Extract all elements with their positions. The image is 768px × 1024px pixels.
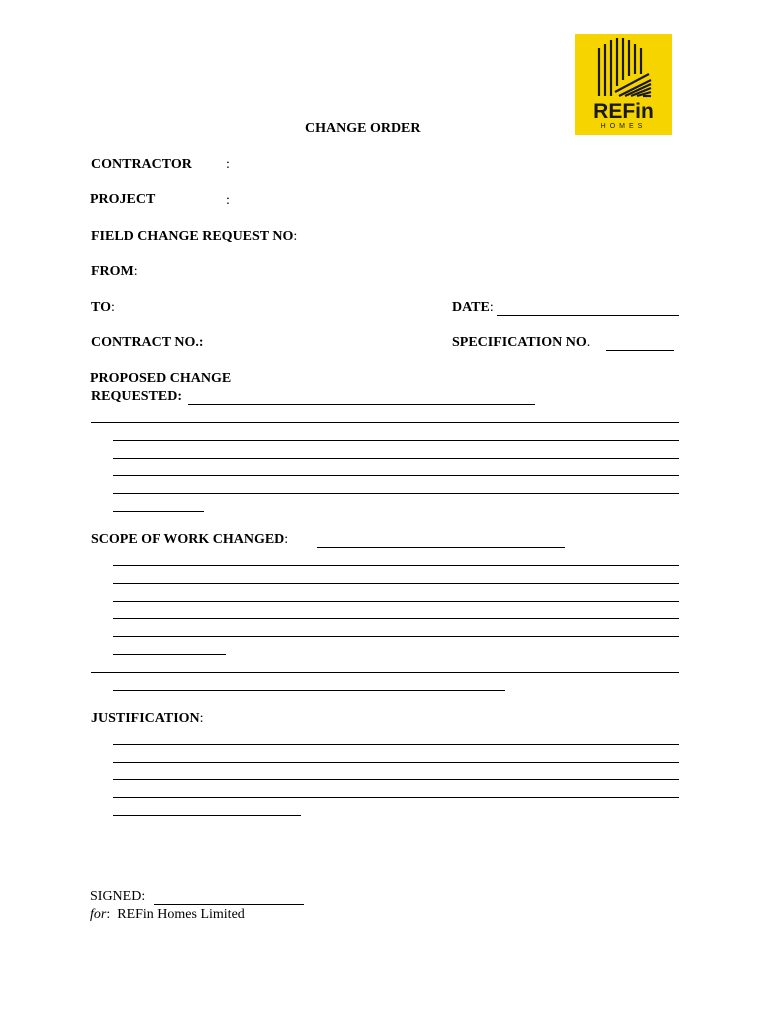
logo-subtitle: HOMES xyxy=(600,123,647,130)
proposed-change-line-short xyxy=(113,511,204,512)
specification-no-separator: . xyxy=(586,335,591,350)
to-field xyxy=(91,300,115,316)
contract-no-label: CONTRACT NO.: xyxy=(91,335,204,350)
scope-line xyxy=(91,672,679,673)
scope-label: SCOPE OF WORK CHANGED xyxy=(91,532,285,547)
proposed-change-line xyxy=(91,422,679,423)
justification-line-short xyxy=(113,815,301,816)
proposed-change-blank-line xyxy=(188,404,535,405)
page-title: CHANGE ORDER xyxy=(305,121,421,136)
from-field xyxy=(91,264,138,280)
from-separator: : xyxy=(133,264,138,279)
justification-label: JUSTIFICATION xyxy=(91,711,200,726)
company-logo xyxy=(575,34,672,135)
proposed-change-label-line2: REQUESTED: xyxy=(91,389,183,404)
justification-line xyxy=(113,779,679,780)
proposed-change-label-line1: PROPOSED CHANGE xyxy=(90,371,232,386)
logo-brand: REFin xyxy=(593,100,654,123)
company-name: REFin Homes Limited xyxy=(117,907,245,922)
field-change-request-separator: : xyxy=(293,229,298,244)
scope-line xyxy=(113,636,679,637)
building-stripes-icon xyxy=(575,34,672,104)
signature-blank-line xyxy=(154,904,304,905)
proposed-change-line xyxy=(113,458,679,459)
date-blank-line xyxy=(497,315,679,316)
project-label: PROJECT xyxy=(90,192,156,207)
justification-line xyxy=(113,744,679,745)
contractor-label: CONTRACTOR xyxy=(91,157,192,172)
proposed-change-line xyxy=(113,440,679,441)
contractor-separator: : xyxy=(226,157,230,172)
date-field xyxy=(452,300,494,316)
proposed-change-line xyxy=(113,475,679,476)
proposed-change-line xyxy=(113,493,679,494)
to-label: TO xyxy=(91,300,111,315)
justification-field xyxy=(91,711,204,727)
scope-separator: : xyxy=(284,532,289,547)
from-label: FROM xyxy=(91,264,134,279)
justification-line xyxy=(113,762,679,763)
scope-line xyxy=(113,601,679,602)
for-label: for xyxy=(90,907,107,922)
specification-no-blank-line xyxy=(606,350,674,351)
scope-blank-line xyxy=(317,547,565,548)
justification-separator: : xyxy=(199,711,204,726)
date-separator: : xyxy=(489,300,494,315)
scope-line xyxy=(113,583,679,584)
to-separator: : xyxy=(110,300,115,315)
scope-line xyxy=(113,565,679,566)
date-label: DATE xyxy=(452,300,490,315)
specification-no-field xyxy=(452,335,590,351)
scope-field xyxy=(91,532,288,548)
for-separator: : xyxy=(106,907,111,922)
scope-line xyxy=(113,618,679,619)
scope-line-partial xyxy=(113,690,505,691)
project-separator: : xyxy=(226,193,230,208)
signed-label: SIGNED: xyxy=(90,889,146,904)
scope-line-short xyxy=(113,654,226,655)
for-company-line xyxy=(90,907,245,923)
field-change-request-label: FIELD CHANGE REQUEST NO xyxy=(91,229,294,244)
justification-line xyxy=(113,797,679,798)
specification-no-label: SPECIFICATION NO xyxy=(452,335,587,350)
field-change-request-field xyxy=(91,229,297,245)
